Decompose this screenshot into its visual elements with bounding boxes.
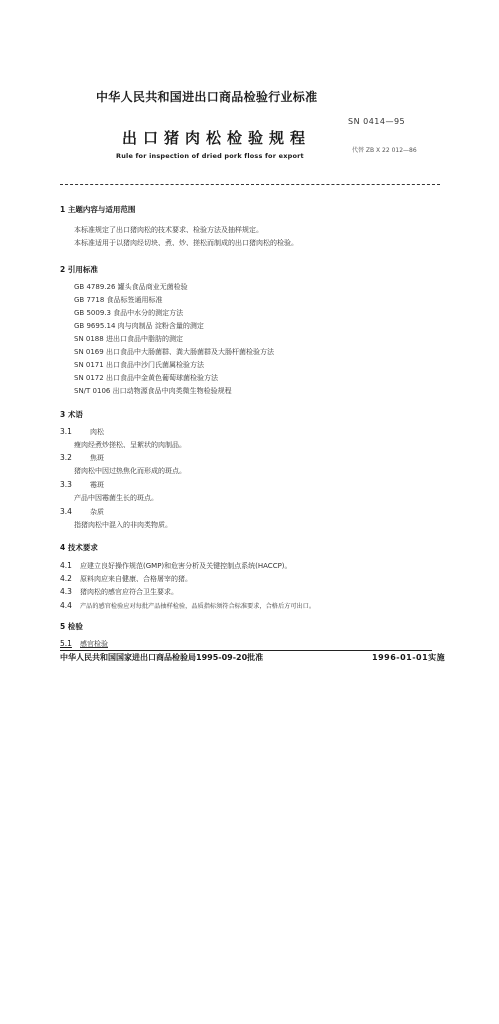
reference-item: GB 9695.14 肉与肉制品 淀粉含量的测定 xyxy=(74,322,204,330)
item-number: 5.1 xyxy=(60,639,72,648)
term-definition: 猪肉松中因过热焦化而形成的斑点。 xyxy=(74,467,186,475)
reference-item: SN 0169 出口食品中大肠菌群、粪大肠菌群及大肠杆菌检验方法 xyxy=(74,348,274,356)
document-title-english: Rule for inspection of dried pork floss for export xyxy=(116,152,304,160)
effective-date: 1996-01-01实施 xyxy=(372,653,446,662)
reference-item: GB 7718 食品标签通用标准 xyxy=(74,296,163,304)
paragraph-line: 本标准规定了出口猪肉松的技术要求、检验方法及抽样规定。 xyxy=(74,226,263,234)
reference-item: GB 5009.3 食品中水分的测定方法 xyxy=(74,309,184,317)
term-title: 焦斑 xyxy=(90,454,104,462)
approval-statement: 中华人民共和国国家进出口商品检验局1995-09-20批准 xyxy=(60,653,264,662)
subsection-number: 3.3 xyxy=(60,480,72,489)
replaced-standard-reference: 代替 ZB X 22 012—86 xyxy=(352,147,417,154)
header-divider xyxy=(60,184,440,185)
reference-item: GB 4789.26 罐头食品商业无菌检验 xyxy=(74,283,188,291)
reference-item: SN 0188 进出口食品中脂肪的测定 xyxy=(74,335,183,343)
section-heading: 4 技术要求 xyxy=(60,543,98,552)
section-heading: 2 引用标准 xyxy=(60,265,98,274)
section-heading: 5 检验 xyxy=(60,622,83,631)
footer-rule xyxy=(60,650,432,651)
item-number: 4.1 xyxy=(60,561,72,570)
reference-item: SN/T 0106 出口动物源食品中肉类微生物检验规程 xyxy=(74,387,232,395)
term-title: 肉松 xyxy=(90,428,104,436)
subsection-number: 3.1 xyxy=(60,427,72,436)
standard-number: SN 0414—95 xyxy=(348,117,406,126)
requirement-text: 应建立良好操作规范(GMP)和危害分析及关键控制点系统(HACCP)。 xyxy=(80,562,292,570)
item-number: 4.3 xyxy=(60,587,72,596)
section-heading: 3 术语 xyxy=(60,410,83,419)
term-definition: 指猪肉松中混入的非肉类物质。 xyxy=(74,521,172,529)
document-title: 出口猪肉松检验规程 xyxy=(122,129,312,147)
reference-item: SN 0171 出口食品中沙门氏菌属检验方法 xyxy=(74,361,204,369)
subsection-title: 感官检验 xyxy=(80,640,108,648)
term-definition: 产品中因霉菌生长的斑点。 xyxy=(74,494,158,502)
issuing-organization: 中华人民共和国进出口商品检验行业标准 xyxy=(96,90,318,104)
item-number: 4.2 xyxy=(60,574,72,583)
item-number: 4.4 xyxy=(60,601,72,610)
requirement-text: 猪肉松的感官应符合卫生要求。 xyxy=(80,588,178,596)
requirement-text: 产品的感官检验应对每批产品抽样检验，品质指标须符合标准要求，合格后方可出口。 xyxy=(80,603,316,610)
subsection-number: 3.2 xyxy=(60,453,72,462)
term-title: 杂质 xyxy=(90,508,104,516)
subsection-number: 3.4 xyxy=(60,507,72,516)
paragraph-line: 本标准适用于以猪肉经切块、煮、炒、搓松而制成的出口猪肉松的检验。 xyxy=(74,239,298,247)
term-definition: 瘦肉经煮炒搓松、呈絮状的肉制品。 xyxy=(74,441,186,449)
section-heading: 1 主题内容与适用范围 xyxy=(60,205,136,214)
requirement-text: 原料肉应来自健康、合格屠宰的猪。 xyxy=(80,575,192,583)
reference-item: SN 0172 出口食品中金黄色葡萄球菌检验方法 xyxy=(74,374,218,382)
term-title: 霉斑 xyxy=(90,481,104,489)
